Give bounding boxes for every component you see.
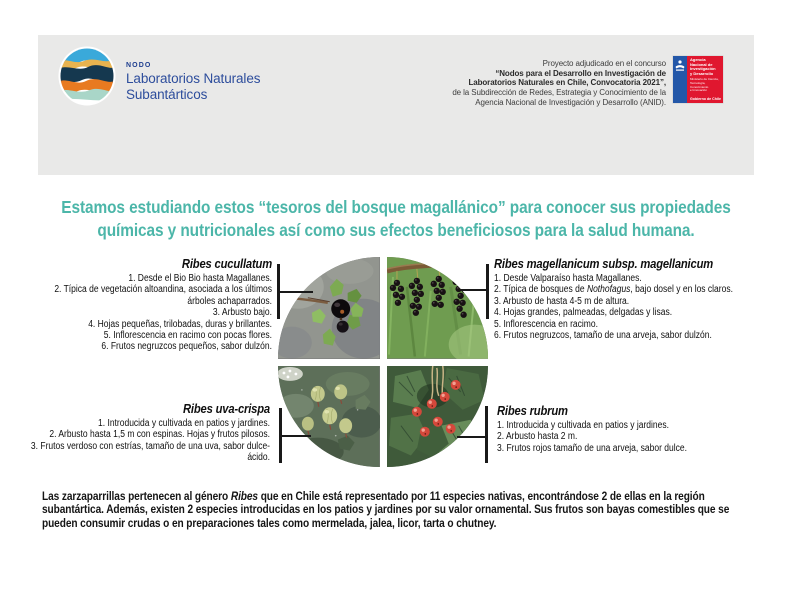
species-item: 5. Inflorescencia en racimo. [494, 318, 598, 330]
species-item: 6. Frutos negruzcos pequeños, sabor dulzón. [101, 341, 273, 353]
species-item: 1. Introducida y cultivada en patios y jardines. [98, 418, 270, 429]
species-title-rubrum: Ribes rubrum [497, 403, 568, 418]
pointer-line-rubrum [457, 436, 485, 438]
species-item: 4. Hojas pequeñas, trilobadas, duras y brillantes. [88, 318, 272, 330]
anid-logo [673, 56, 723, 103]
species-block-rubrum [497, 403, 735, 454]
pointer-bar-magellanicum [486, 264, 489, 319]
anid-agency-name: Agencia Nacional de Investigación y Desarrollo [690, 57, 716, 76]
species-item: 3. Arbusto bajo. [212, 307, 272, 319]
species-item: 2. Típica de vegetación altoandina, asociada a los últimos árboles achaparrados. [54, 284, 272, 307]
species-title-magellanicum: Ribes magellanicum subsp. magellanicum [494, 256, 714, 271]
anid-emblem-icon [674, 59, 686, 73]
species-item: 4. Hojas grandes, palmeadas, delgadas y lisas. [494, 307, 673, 319]
species-item: 2. Arbusto hasta 2 m. [497, 431, 578, 443]
species-item: 3. Frutos verdoso con estrías, tamaño de una uva, sabor dulce-ácido. [30, 440, 270, 464]
page-title-line-2: químicas y nutricionales así como sus efectos beneficiosos para la salud humana. [97, 219, 695, 240]
species-block-cucullatum [34, 256, 272, 353]
project-line-3: Laboratorios Naturales en Chile, Convocatoria 2021”, [468, 78, 666, 88]
species-block-uva-crispa [24, 401, 271, 464]
pointer-line-uva-crispa [282, 435, 311, 437]
anid-blue-strip [673, 56, 687, 103]
anid-ministry: Ministerio de Ciencia, Tecnología, Conocimiento e Innovación [690, 77, 719, 93]
project-line-5: Agencia Nacional de Investigación y Desarrollo (ANID). [475, 97, 666, 107]
page-title-line-1: Estamos estudiando estos “tesoros del bosque magallánico” para conocer sus propiedades [61, 197, 731, 217]
species-item: 2. Arbusto hasta 1,5 m con espinas. Hojas y frutos pilosos. [49, 429, 271, 441]
anid-government-label: Gobierno de Chile [690, 97, 721, 101]
genus-nothofagus: Nothofagus [586, 284, 631, 296]
species-item: 1. Introducida y cultivada en patios y jardines. [497, 420, 669, 431]
pointer-line-cucullatum [280, 291, 313, 293]
species-item: 6. Frutos negruzcos, tamaño de una arveja, sabor dulzón. [494, 330, 712, 342]
brand-line-2: Subantárticos [126, 86, 208, 102]
species-title-uva-crispa: Ribes uva-crispa [182, 401, 270, 416]
photo-cucullatum [278, 257, 380, 359]
footer-paragraph: Las zarzaparrillas pertenecen al género Ribes que en Chile está representado por 11 especies nativas, encontrándose 2 de ellas en la región subantártica. Además, existen 2 especies introducidas en los patios y jardines por su valor ornamental. Sus frutos son bayas comestibles que se pueden consumir crudas o en preparaciones tales como mermelada, jalea, licor, tarta o chutney. [42, 491, 730, 530]
pointer-line-magellanicum [461, 289, 486, 291]
pointer-bar-rubrum [485, 406, 488, 463]
species-block-magellanicum [494, 256, 775, 341]
anid-red-panel [687, 56, 723, 103]
species-item: 1. Desde Valparaíso hasta Magallanes. [494, 273, 642, 284]
header-band [38, 35, 754, 175]
project-line-4: de la Subdirección de Redes, Estrategia y Conocimiento de la [452, 88, 666, 98]
project-attribution [452, 59, 666, 108]
brand-nodo-label: NODO [126, 62, 152, 69]
nodo-logo-icon [58, 46, 116, 106]
genus-ribes: Ribes [230, 491, 258, 503]
species-item: 2. Típica de bosques de Nothofagus, bajo dosel y en los claros. [494, 284, 733, 296]
species-item: 3. Arbusto de hasta 4-5 m de altura. [494, 295, 630, 307]
photo-magellanicum [387, 257, 489, 359]
page-title [0, 196, 792, 241]
photo-rubrum [387, 366, 489, 468]
species-item: 3. Frutos rojos tamaño de una arveja, sabor dulce. [497, 442, 687, 454]
project-line-2: “Nodos para el Desarrollo en Investigación de [495, 68, 666, 78]
species-item: 1. Desde el Bio Bio hasta Magallanes. [128, 273, 272, 284]
species-title-cucullatum: Ribes cucullatum [181, 256, 272, 271]
brand-block [126, 62, 260, 102]
species-item: 5. Inflorescencia en racimo con pocas flores. [103, 330, 272, 342]
project-line-1: Proyecto adjudicado en el concurso [542, 59, 666, 68]
brand-line-1: Laboratorios Naturales [126, 71, 261, 86]
photo-uva-crispa [278, 366, 380, 468]
